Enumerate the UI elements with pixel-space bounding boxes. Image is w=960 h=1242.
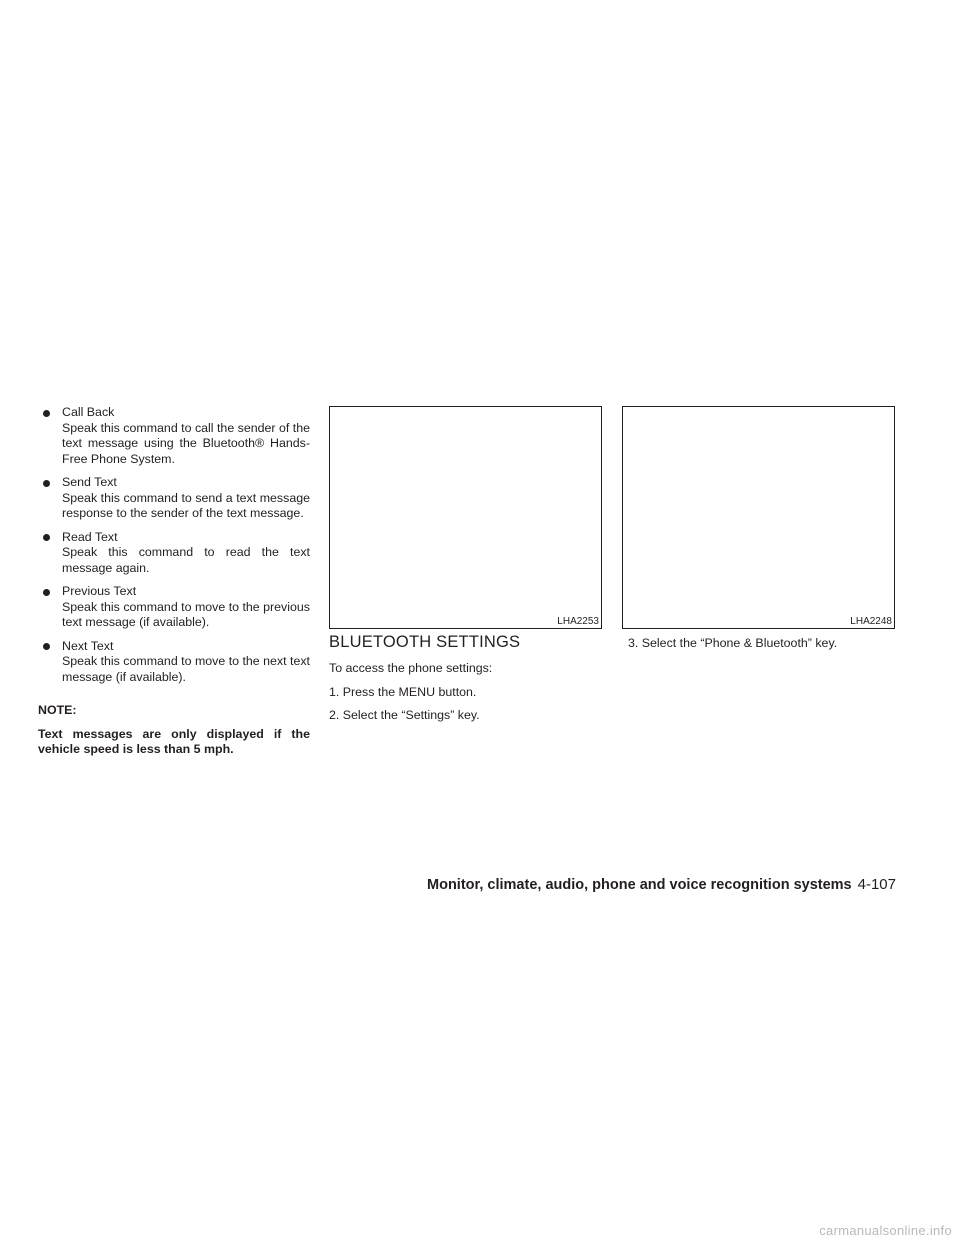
- section-heading: BLUETOOTH SETTINGS: [329, 633, 521, 651]
- command-title: Next Text: [62, 638, 114, 653]
- command-title: Call Back: [62, 405, 115, 419]
- command-item-previous-text: [38, 584, 310, 631]
- middle-column-text: [329, 661, 601, 732]
- page-footer: [427, 876, 896, 893]
- command-description: Speak this command to send a text message response to the sender of the text message.: [62, 490, 310, 520]
- command-description: Speak this command to move to the previous text message (if available).: [62, 599, 310, 629]
- command-item-next-text: [38, 639, 310, 686]
- command-title: Send Text: [62, 475, 117, 489]
- bullet-icon: [43, 480, 50, 487]
- figure-phone-bluetooth-screen: [622, 406, 895, 629]
- step-item: 3. Select the “Phone & Bluetooth” key.: [628, 636, 838, 650]
- note-text: Text messages are only displayed if the vehicle speed is less than 5 mph.: [38, 726, 310, 756]
- page-number: 4-107: [857, 876, 896, 893]
- command-item-read-text: [38, 530, 310, 577]
- section-intro: To access the phone settings:: [329, 661, 493, 675]
- right-column-text: [628, 636, 896, 652]
- note-label: NOTE:: [38, 703, 77, 717]
- bullet-icon: [43, 534, 50, 541]
- command-item-call-back: [38, 405, 310, 467]
- step-item: 1. Press the MENU button.: [329, 684, 477, 699]
- command-title: Previous Text: [62, 584, 137, 598]
- figure-settings-screen: [329, 406, 602, 629]
- footer-title: Monitor, climate, audio, phone and voice recognition systems: [427, 877, 852, 893]
- command-title: Read Text: [62, 529, 118, 544]
- command-description: Speak this command to move to the next text message (if available).: [62, 654, 310, 684]
- command-item-send-text: [38, 475, 310, 522]
- step-item: 2. Select the “Settings” key.: [329, 708, 480, 722]
- command-description: Speak this command to call the sender of the text message using the Bluetooth® Hands-Free Phone System.: [62, 420, 310, 466]
- figure-code: LHA2253: [557, 616, 599, 627]
- watermark: carmanualsonline.info: [819, 1223, 952, 1238]
- figure-code: LHA2248: [850, 616, 892, 627]
- bullet-icon: [43, 410, 50, 417]
- bullet-icon: [43, 643, 50, 650]
- left-column: [38, 405, 310, 758]
- bullet-icon: [43, 589, 50, 596]
- command-description: Speak this command to read the text message again.: [62, 545, 310, 575]
